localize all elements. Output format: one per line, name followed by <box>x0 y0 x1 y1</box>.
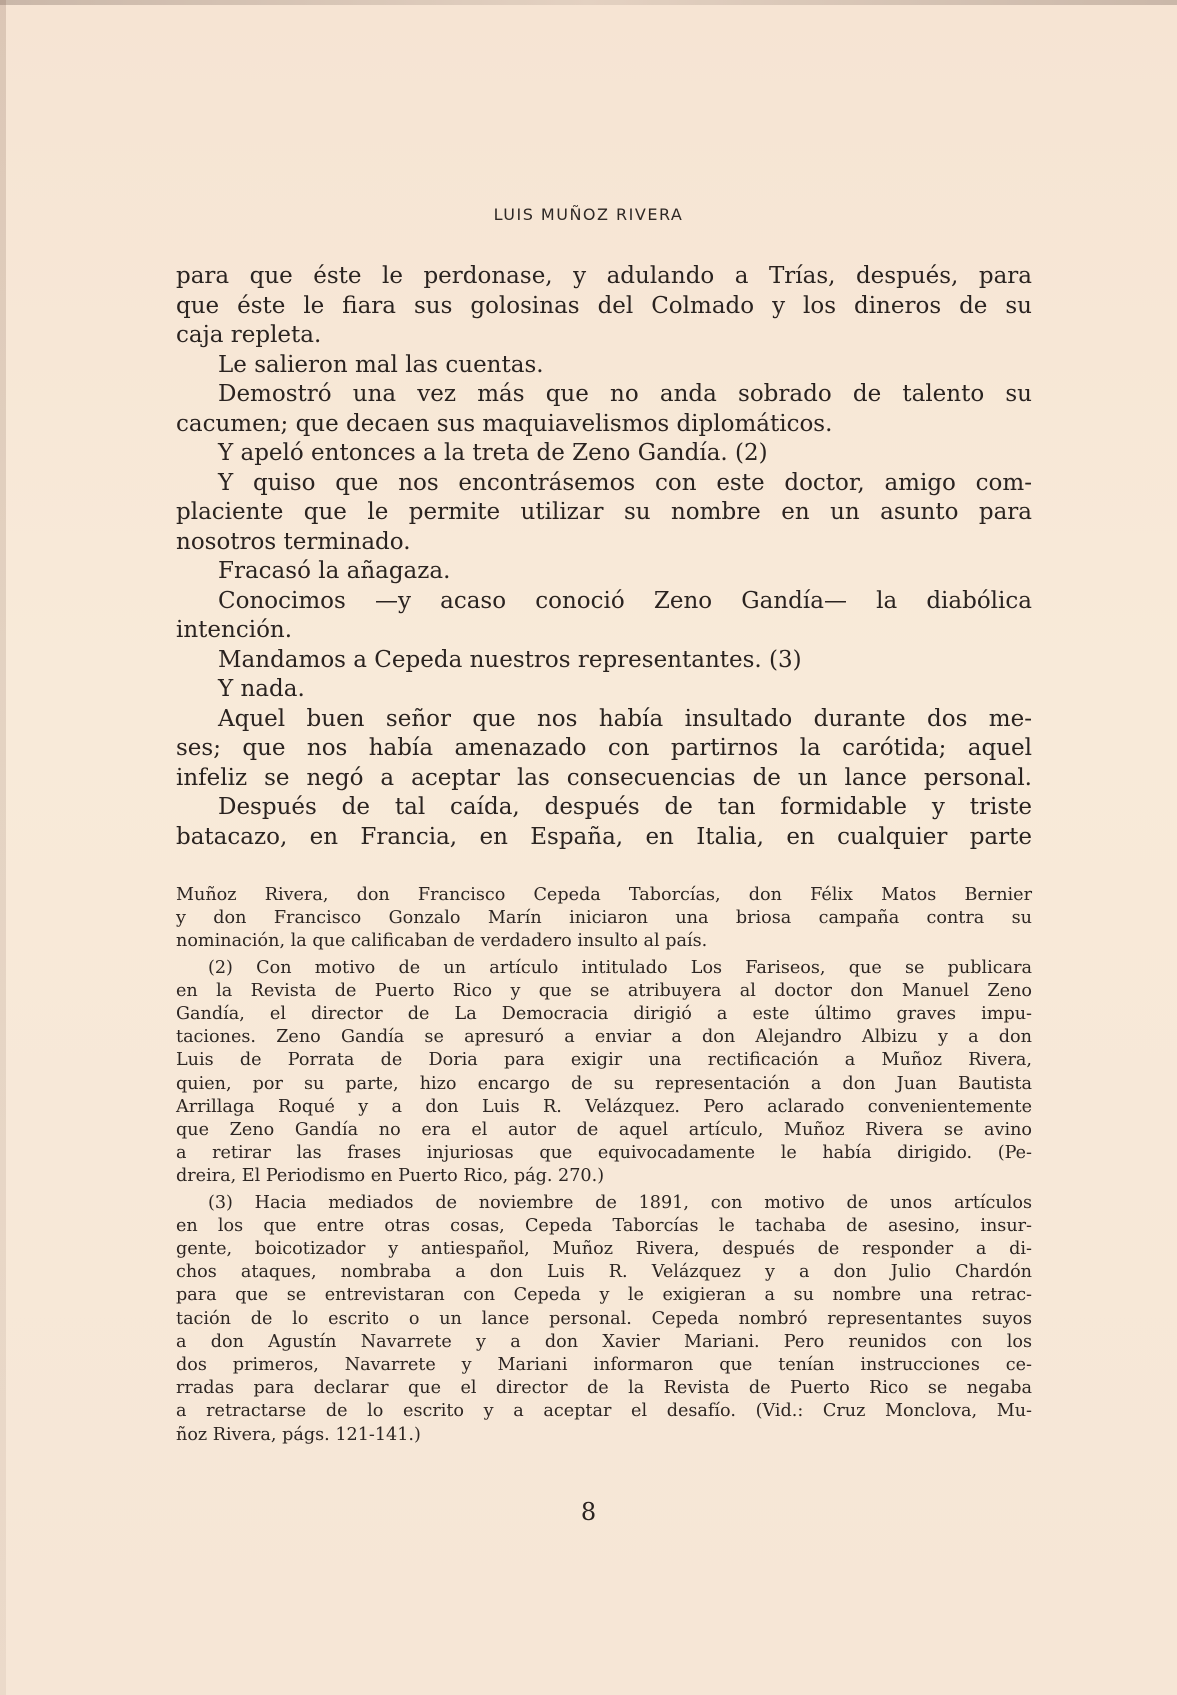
footnote-line: en la Revista de Puerto Rico y que se atribuyera al doctor don Manuel Zeno <box>176 980 1032 1001</box>
footnote-line: gente, boicotizador y antiespañol, Muñoz Rivera, después de responder a di- <box>176 1239 1032 1260</box>
text-line: intención. <box>176 617 293 643</box>
footnote-line: dos primeros, Navarrete y Mariani informaron que tenían instrucciones ce- <box>176 1355 1032 1376</box>
page-number: 8 <box>580 1498 597 1526</box>
text-line: nosotros terminado. <box>176 528 411 555</box>
text-line: ses; que nos había amenazado con partirnos la carótida; aquel <box>176 735 1032 761</box>
text-line: Y apeló entonces a la treta de Zeno Gandía. (2) <box>218 440 768 466</box>
footnote-line: ñoz Rivera, págs. 121-141.) <box>176 1424 421 1445</box>
footnote-line: Arrillaga Roqué y a don Luis R. Velázquez. Pero aclarado convenientemente <box>176 1096 1032 1117</box>
text-line: Fracasó la añagaza. <box>218 558 451 584</box>
text-line: infeliz se negó a aceptar las consecuencias de un lance personal. <box>176 764 1032 791</box>
text-line: Y quiso que nos encontrásemos con este doctor, amigo com- <box>218 469 1032 496</box>
footnote-line: Gandía, el director de La Democracia dirigió a este último graves impu- <box>176 1004 1032 1025</box>
footnote-line: rradas para declarar que el director de la Revista de Puerto Rico se negaba <box>176 1378 1032 1399</box>
footnotes <box>176 884 1032 1450</box>
footnote-line: taciones. Zeno Gandía se apresuró a enviar a don Alejandro Albizu y a don <box>176 1027 1032 1048</box>
footnote-line: en los que entre otras cosas, Cepeda Taborcías le tachaba de asesino, insur- <box>176 1215 1032 1236</box>
footnote-line: nominación, la que calificaban de verdadero insulto al país. <box>176 931 708 952</box>
footnote-line: chos ataques, nombraba a don Luis R. Velázquez y a don Julio Chardón <box>176 1262 1032 1283</box>
text-line: batacazo, en Francia, en España, en Italia, en cualquier parte <box>176 823 1032 850</box>
footnote-line: tación de lo escrito o un lance personal. Cepeda nombró representantes suyos <box>176 1308 1032 1329</box>
footnote-line: Luis de Porrata de Doria para exigir una rectificación a Muñoz Rivera, <box>176 1050 1032 1071</box>
footnote <box>176 1192 1032 1447</box>
footnote <box>176 957 1032 1189</box>
footnote-line: quien, por su parte, hizo encargo de su representación a don Juan Bautista <box>176 1073 1032 1094</box>
footnote-line: que Zeno Gandía no era el autor de aquel artículo, Muñoz Rivera se avino <box>176 1120 1032 1141</box>
text-line: placiente que le permite utilizar su nombre en un asunto para <box>176 499 1032 525</box>
text-line: que éste le fiara sus golosinas del Colmado y los dineros de su <box>176 292 1032 319</box>
footnote-line: y don Francisco Gonzalo Marín iniciaron una briosa campaña contra su <box>176 908 1032 929</box>
text-line: cacumen; que decaen sus maquiavelismos diplomáticos. <box>176 410 833 437</box>
footnote-line: a retirar las frases injuriosas que equivocadamente le había dirigido. (Pe- <box>176 1143 1032 1164</box>
text-line: Conocimos —y acaso conoció Zeno Gandía— la diabólica <box>218 587 1032 614</box>
running-head: LUIS MUÑOZ RIVERA <box>493 205 684 224</box>
text-line: para que éste le perdonase, y adulando a Trías, después, para <box>176 263 1032 289</box>
footnote-line: para que se entrevistaran con Cepeda y le exigieran a su nombre una retrac- <box>176 1285 1032 1306</box>
text-line: Aquel buen señor que nos había insultado durante dos me- <box>218 705 1032 732</box>
text-line: Mandamos a Cepeda nuestros representantes. (3) <box>218 646 802 673</box>
footnote-line: a retractarse de lo escrito y a aceptar el desafío. (Vid.: Cruz Monclova, Mu- <box>176 1401 1032 1422</box>
footnote-line: Muñoz Rivera, don Francisco Cepeda Taborcías, don Félix Matos Bernier <box>176 885 1032 905</box>
text-line: caja repleta. <box>176 322 322 348</box>
footnote-line: (2) Con motivo de un artículo intitulado Los Fariseos, que se publicara <box>208 957 1032 978</box>
text-line: Demostró una vez más que no anda sobrado de talento su <box>218 381 1032 407</box>
footnote <box>176 884 1032 954</box>
footnote-line: a don Agustín Navarrete y a don Xavier Mariani. Pero reunidos con los <box>176 1331 1032 1352</box>
text-line: Le salieron mal las cuentas. <box>218 351 544 378</box>
text-line: Después de tal caída, después de tan formidable y triste <box>218 794 1032 820</box>
text-line: Y nada. <box>218 676 305 702</box>
footnote-line: dreira, El Periodismo en Puerto Rico, pág. 270.) <box>176 1166 605 1187</box>
footnote-line: (3) Hacia mediados de noviembre de 1891, con motivo de unos artículos <box>208 1192 1032 1213</box>
main-text <box>176 262 1032 852</box>
